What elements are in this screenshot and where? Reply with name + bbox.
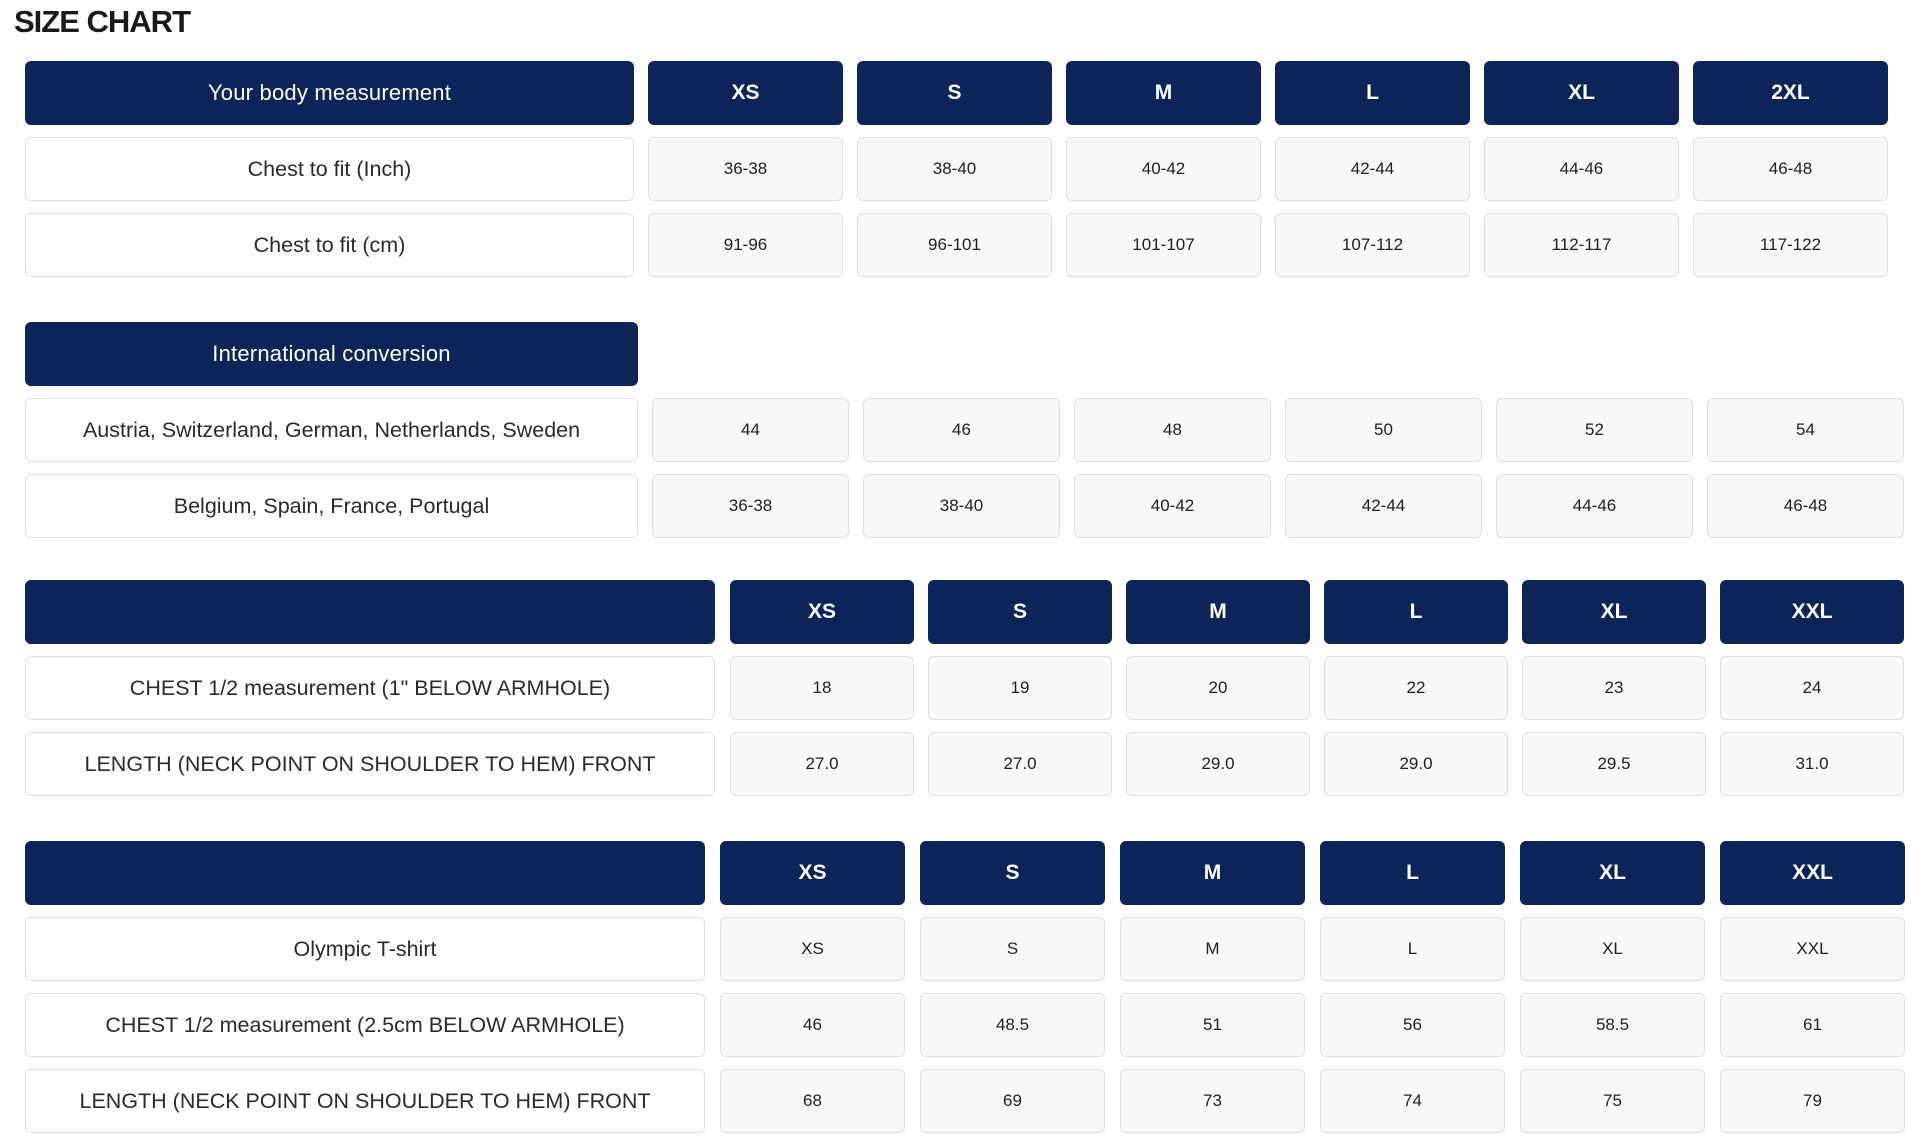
table-cell: 24: [1720, 656, 1904, 720]
table-cell: XXL: [1720, 917, 1905, 981]
body-measurement-table: [25, 61, 1915, 289]
table-cell: 69: [920, 1069, 1105, 1133]
table-header-row: [25, 841, 1915, 905]
header-size-m: M: [1120, 841, 1305, 905]
header-size-xl: XL: [1484, 61, 1679, 125]
table-cell: L: [1320, 917, 1505, 981]
table-cell: 46-48: [1693, 137, 1888, 201]
table-cell: 107-112: [1275, 213, 1470, 277]
table-cell: 58.5: [1520, 993, 1705, 1057]
table-cell: 36-38: [652, 474, 849, 538]
table-cell: 46: [720, 993, 905, 1057]
row-label: Belgium, Spain, France, Portugal: [25, 474, 638, 538]
table-cell: 91-96: [648, 213, 843, 277]
table-cell: 27.0: [730, 732, 914, 796]
table-cell: 27.0: [928, 732, 1112, 796]
international-conversion-table: [25, 322, 1915, 550]
table-row: [25, 917, 1915, 981]
table-row: [25, 1069, 1915, 1133]
table-cell: 79: [1720, 1069, 1905, 1133]
header-size-xl: XL: [1522, 580, 1706, 644]
table-cell: 38-40: [857, 137, 1052, 201]
table-cell: 117-122: [1693, 213, 1888, 277]
table-row: [25, 993, 1915, 1057]
table-cell: XS: [720, 917, 905, 981]
row-label: Chest to fit (Inch): [25, 137, 634, 201]
table-row: [25, 137, 1915, 201]
table-cell: 68: [720, 1069, 905, 1133]
table-cell: 50: [1285, 398, 1482, 462]
table-cell: 52: [1496, 398, 1693, 462]
header-label: [25, 841, 705, 905]
table-cell: 54: [1707, 398, 1904, 462]
header-size-m: M: [1126, 580, 1310, 644]
row-label: Austria, Switzerland, German, Netherlands, Sweden: [25, 398, 638, 462]
header-size-2xl: 2XL: [1693, 61, 1888, 125]
table-cell: 73: [1120, 1069, 1305, 1133]
table-cell: 48.5: [920, 993, 1105, 1057]
row-label: Chest to fit (cm): [25, 213, 634, 277]
table-cell: 44-46: [1484, 137, 1679, 201]
row-label: CHEST 1/2 measurement (1" BELOW ARMHOLE): [25, 656, 715, 720]
garment-measurement-table-inch: [25, 580, 1915, 808]
table-row: [25, 398, 1915, 462]
table-cell: 74: [1320, 1069, 1505, 1133]
table-cell: M: [1120, 917, 1305, 981]
table-cell: 44-46: [1496, 474, 1693, 538]
table-cell: 46: [863, 398, 1060, 462]
table-cell: 40-42: [1074, 474, 1271, 538]
table-cell: 38-40: [863, 474, 1060, 538]
header-size-xs: XS: [730, 580, 914, 644]
table-cell: 44: [652, 398, 849, 462]
header-size-s: S: [928, 580, 1112, 644]
row-label: Olympic T-shirt: [25, 917, 705, 981]
header-label: Your body measurement: [25, 61, 634, 125]
table-cell: 56: [1320, 993, 1505, 1057]
header-size-s: S: [857, 61, 1052, 125]
header-size-l: L: [1275, 61, 1470, 125]
header-size-xxl: XXL: [1720, 841, 1905, 905]
row-label: LENGTH (NECK POINT ON SHOULDER TO HEM) FRONT: [25, 732, 715, 796]
header-size-xs: XS: [720, 841, 905, 905]
table-header-row: [25, 322, 1915, 386]
row-label: LENGTH (NECK POINT ON SHOULDER TO HEM) FRONT: [25, 1069, 705, 1133]
header-size-l: L: [1324, 580, 1508, 644]
table-cell: 75: [1520, 1069, 1705, 1133]
table-cell: 40-42: [1066, 137, 1261, 201]
header-size-s: S: [920, 841, 1105, 905]
garment-measurement-table-cm: [25, 841, 1915, 1145]
header-label: [25, 580, 715, 644]
table-cell: 36-38: [648, 137, 843, 201]
table-cell: 101-107: [1066, 213, 1261, 277]
header-label: International conversion: [25, 322, 638, 386]
table-cell: 29.0: [1324, 732, 1508, 796]
header-size-m: M: [1066, 61, 1261, 125]
row-label: CHEST 1/2 measurement (2.5cm BELOW ARMHOLE): [25, 993, 705, 1057]
table-header-row: [25, 61, 1915, 125]
table-cell: S: [920, 917, 1105, 981]
header-size-xs: XS: [648, 61, 843, 125]
header-size-l: L: [1320, 841, 1505, 905]
table-cell: 29.5: [1522, 732, 1706, 796]
table-cell: 19: [928, 656, 1112, 720]
table-cell: 23: [1522, 656, 1706, 720]
table-cell: 18: [730, 656, 914, 720]
table-cell: 22: [1324, 656, 1508, 720]
table-cell: 61: [1720, 993, 1905, 1057]
table-cell: 20: [1126, 656, 1310, 720]
table-cell: XL: [1520, 917, 1705, 981]
table-cell: 42-44: [1285, 474, 1482, 538]
table-row: [25, 213, 1915, 277]
table-row: [25, 732, 1915, 796]
table-cell: 96-101: [857, 213, 1052, 277]
header-size-xl: XL: [1520, 841, 1705, 905]
table-cell: 112-117: [1484, 213, 1679, 277]
table-header-row: [25, 580, 1915, 644]
table-cell: 42-44: [1275, 137, 1470, 201]
table-cell: 46-48: [1707, 474, 1904, 538]
page-title: SIZE CHART: [14, 4, 190, 39]
table-cell: 29.0: [1126, 732, 1310, 796]
table-cell: 31.0: [1720, 732, 1904, 796]
table-row: [25, 474, 1915, 538]
header-size-xxl: XXL: [1720, 580, 1904, 644]
table-cell: 51: [1120, 993, 1305, 1057]
table-cell: 48: [1074, 398, 1271, 462]
table-row: [25, 656, 1915, 720]
